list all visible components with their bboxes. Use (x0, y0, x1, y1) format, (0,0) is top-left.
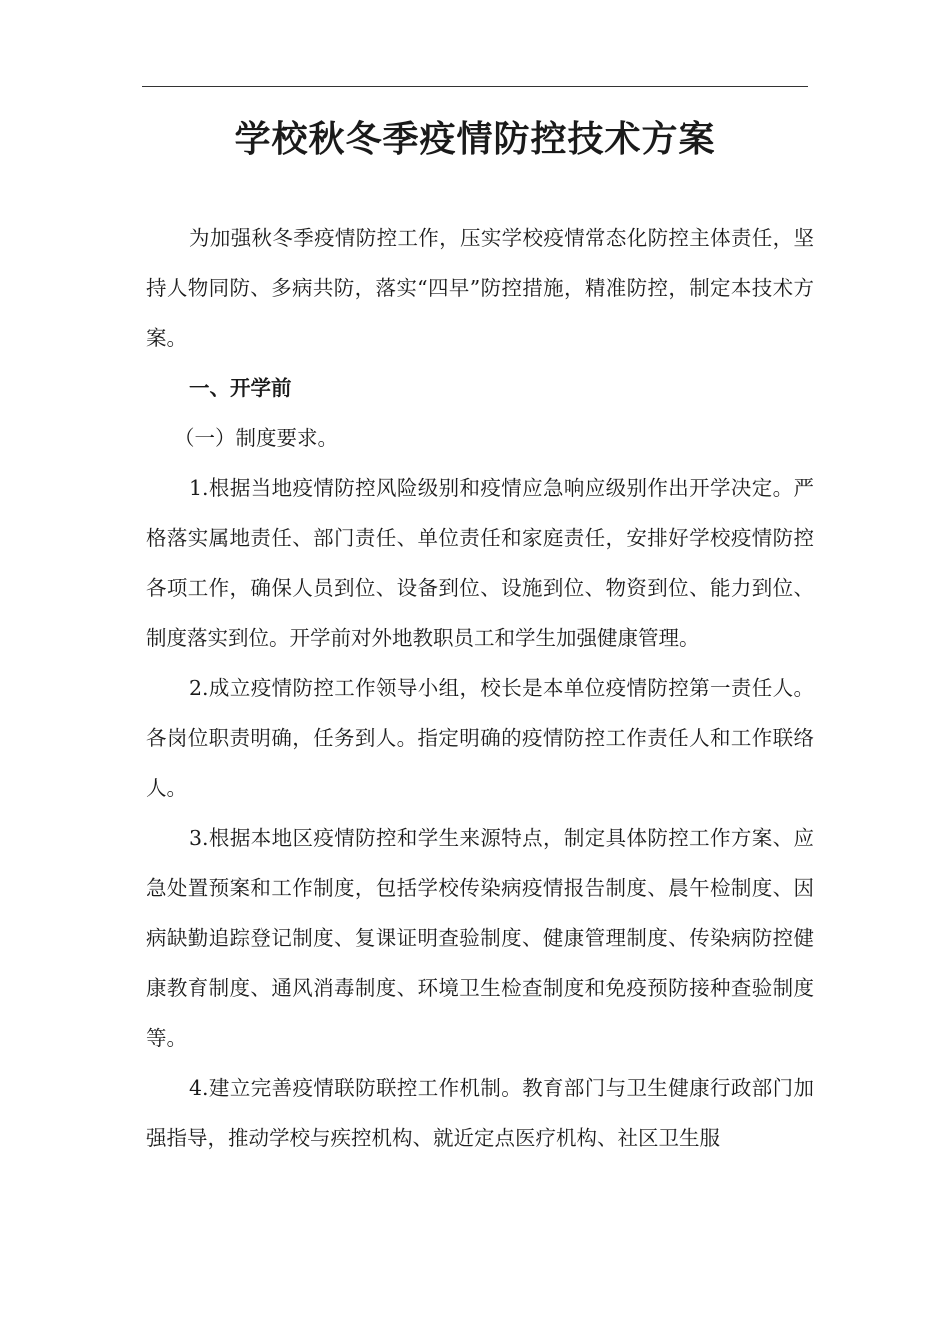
intro-paragraph: 为加强秋冬季疫情防控工作，压实学校疫情常态化防控主体责任，坚持人物同防、多病共防，落实“四早”防控措施，精准防控，制定本技术方案。 (146, 226, 814, 350)
list-item: 3.根据本地区疫情防控和学生来源特点，制定具体防控工作方案、应急处置预案和工作制度，包括学校传染病疫情报告制度、晨午检制度、因病缺勤追踪登记制度、复课证明查验制度、健康管理制度、传染病防控健康教育制度、通风消毒制度、环境卫生检查制度和免疫预防接种查验制度等。 (146, 826, 814, 1050)
list-item: 2.成立疫情防控工作领导小组，校长是本单位疫情防控第一责任人。各岗位职责明确，任务到人。指定明确的疫情防控工作责任人和工作联络人。 (146, 676, 814, 800)
section-heading: 一、开学前 (189, 376, 292, 400)
subsection-heading: （一）制度要求。 (174, 426, 338, 450)
document-body (146, 213, 814, 1163)
document-title: 学校秋冬季疫情防控技术方案 (234, 119, 716, 160)
list-item: 1.根据当地疫情防控风险级别和疫情应急响应级别作出开学决定。严格落实属地责任、部门责任、单位责任和家庭责任，安排好学校疫情防控各项工作，确保人员到位、设备到位、设施到位、物资到位、能力到位、制度落实到位。开学前对外地教职员工和学生加强健康管理。 (146, 476, 814, 650)
list-item: 4.建立完善疫情联防联控工作机制。教育部门与卫生健康行政部门加强指导，推动学校与疾控机构、就近定点医疗机构、社区卫生服 (146, 1076, 814, 1150)
header-rule (142, 86, 808, 87)
